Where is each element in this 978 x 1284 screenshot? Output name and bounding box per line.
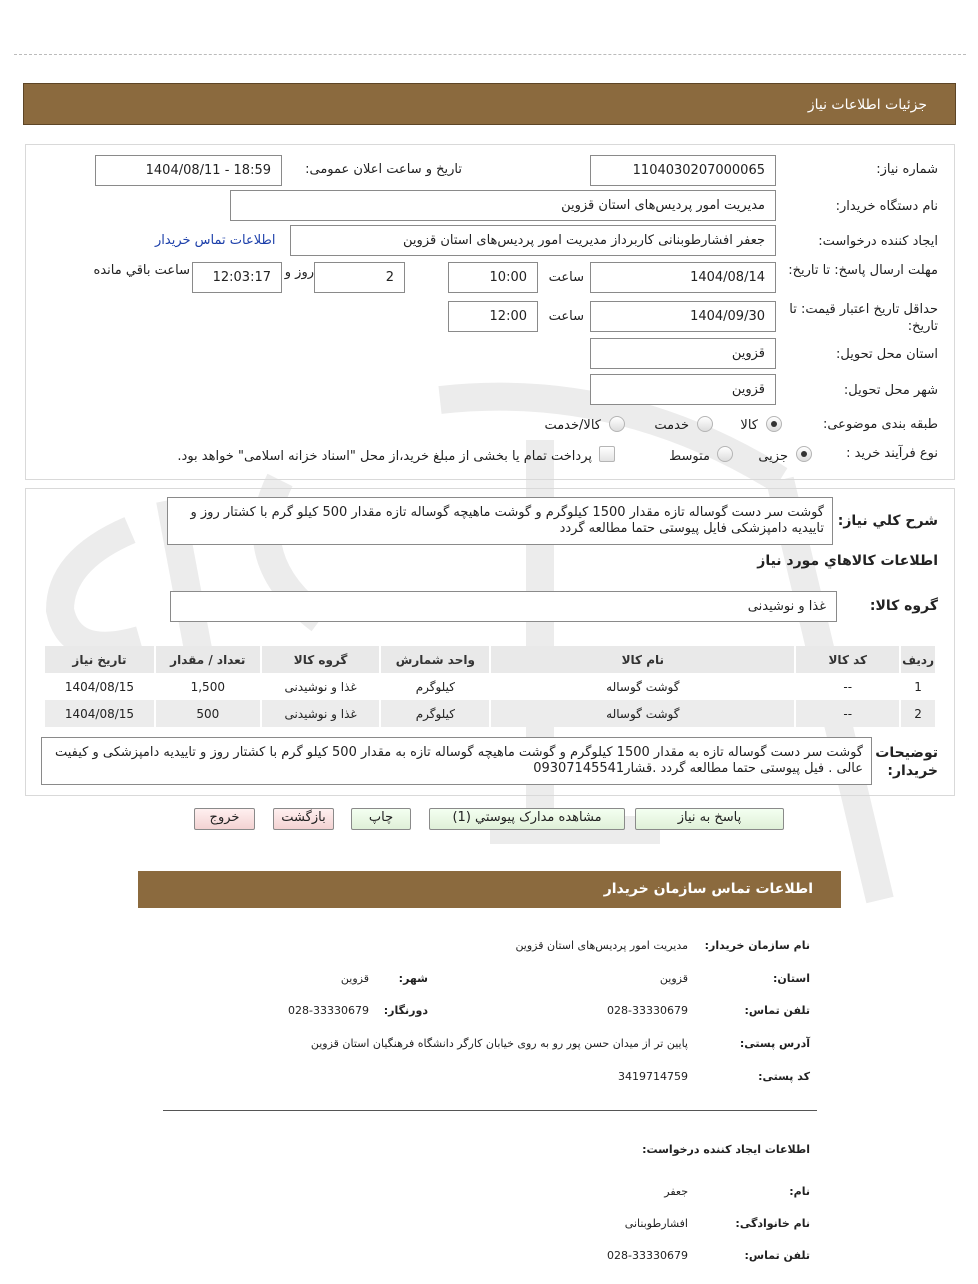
contact-address-value: پایین تر از میدان حسن پور رو به روی خیابان کارگر دانشگاه فرهنگیان استان قزوین bbox=[310, 1037, 688, 1050]
contact-phone-value: 028-33330679 bbox=[607, 1004, 688, 1017]
city-field: قزوین bbox=[590, 374, 776, 405]
treasury-checkbox[interactable] bbox=[599, 446, 615, 462]
purchase-option-medium: متوسط bbox=[669, 449, 710, 464]
exit-button[interactable]: خروج bbox=[194, 808, 255, 830]
goods-info-title: اطلاعات کالاهاي مورد نیاز bbox=[757, 553, 938, 569]
table-row bbox=[44, 700, 935, 727]
days-label: روز و bbox=[284, 265, 314, 280]
creator-info-title: اطلاعات ایجاد کننده درخواست: bbox=[642, 1143, 810, 1156]
col-date: تاریخ نیاز bbox=[44, 646, 155, 673]
validity-label: حداقل تاریخ اعتبار قیمت: تا تاریخ: bbox=[789, 302, 938, 334]
need-number-field: 1104030207000065 bbox=[590, 155, 776, 186]
contact-postal-value: 3419714759 bbox=[618, 1070, 688, 1083]
announce-field: 1404/08/11 - 18:59 bbox=[95, 155, 282, 186]
purchase-option-minor: جزیی bbox=[758, 449, 788, 464]
province-field: قزوین bbox=[590, 338, 776, 369]
col-qty: تعداد / مقدار bbox=[155, 646, 261, 673]
buyer-org-field: مدیریت امور پردیس‌های استان قزوین bbox=[230, 190, 776, 221]
contact-phone-label: تلفن تماس: bbox=[744, 1004, 810, 1017]
cell-date: 1404/08/15 bbox=[44, 673, 155, 700]
remaining-label: ساعت باقي مانده bbox=[93, 263, 190, 278]
creator-last-name-value: افشارطوبنانی bbox=[624, 1217, 688, 1230]
cell-name: گوشت گوساله bbox=[490, 673, 795, 700]
need-number-label: شماره نیاز: bbox=[876, 162, 938, 177]
cell-qty: 500 bbox=[155, 700, 261, 727]
contact-city-label: شهر: bbox=[398, 972, 428, 985]
category-label: طبقه بندی موضوعی: bbox=[822, 417, 938, 432]
summary-text: گوشت سر دست گوساله تازه مقدار 1500 کیلوگرم و گوشت ماهیچه گوساله تازه مقدار 500 کیلو گرم با کشتار روز و تاییدیه دامپزشکی فایل پیوستی حتما مطالعه گردد bbox=[167, 497, 833, 545]
purchase-radio-minor[interactable] bbox=[796, 446, 812, 462]
cell-qty: 1,500 bbox=[155, 673, 261, 700]
table-row bbox=[44, 673, 935, 700]
buyer-notes-text: گوشت سر دست گوساله تازه به مقدار 1500 کیلوگرم و گوشت ماهیچه گوساله تازه به مقدار 500 کیلو گرم با کشتار روز و تاییدیه دامپزشکی و کیفیت عالی . فیل پیوستی حتما مطالعه گردد .قشار09307145541 bbox=[41, 737, 872, 785]
summary-label: شرح کلي نیاز: bbox=[837, 513, 938, 529]
category-radio-goods[interactable] bbox=[766, 416, 782, 432]
cell-row: 1 bbox=[900, 673, 935, 700]
creator-phone-label: تلفن تماس: bbox=[744, 1249, 810, 1262]
deadline-time-field: 10:00 bbox=[448, 262, 538, 293]
cell-unit: کیلوگرم bbox=[380, 673, 490, 700]
category-option-service: خدمت bbox=[654, 418, 689, 433]
cell-date: 1404/08/15 bbox=[44, 700, 155, 727]
print-button[interactable]: چاپ bbox=[351, 808, 411, 830]
goods-group-field: غذا و نوشیدنی bbox=[170, 591, 837, 622]
cell-code: -- bbox=[795, 700, 900, 727]
view-documents-button[interactable]: مشاهده مدارک پیوستي (1) bbox=[429, 808, 625, 830]
validity-date-field: 1404/09/30 bbox=[590, 301, 776, 332]
col-row: ردیف bbox=[900, 646, 935, 673]
buyer-contact-link[interactable]: اطلاعات تماس خریدار bbox=[155, 233, 276, 248]
contact-province-value: قزوین bbox=[659, 972, 688, 985]
col-unit: واحد شمارش bbox=[380, 646, 490, 673]
announce-label: تاریخ و ساعت اعلان عمومی: bbox=[305, 162, 462, 177]
treasury-note: پرداخت تمام یا بخشی از مبلغ خرید،از محل "اسناد خزانه اسلامی" خواهد بود. bbox=[177, 449, 592, 464]
creator-first-name-label: نام: bbox=[789, 1185, 810, 1198]
creator-field: جعفر افشارطوبنانی کاربرداز مدیریت امور پردیس‌های استان قزوین bbox=[290, 225, 776, 256]
goods-group-label: گروه کالا: bbox=[869, 598, 938, 614]
remaining-time-field: 12:03:17 bbox=[192, 262, 282, 293]
creator-label: ایجاد کننده درخواست: bbox=[818, 234, 938, 249]
purchase-radio-medium[interactable] bbox=[717, 446, 733, 462]
province-label: استان محل تحویل: bbox=[836, 347, 938, 362]
deadline-date-field: 1404/08/14 bbox=[590, 262, 776, 293]
top-divider bbox=[14, 54, 966, 55]
goods-table bbox=[43, 646, 935, 727]
validity-time-field: 12:00 bbox=[448, 301, 538, 332]
contact-postal-label: کد پستی: bbox=[758, 1070, 810, 1083]
contact-address-label: آدرس پستی: bbox=[739, 1037, 810, 1050]
category-radio-service[interactable] bbox=[697, 416, 713, 432]
col-name: نام کالا bbox=[490, 646, 795, 673]
category-option-both: کالا/خدمت bbox=[544, 418, 601, 433]
cell-code: -- bbox=[795, 673, 900, 700]
creator-first-name-value: جعفر bbox=[664, 1185, 688, 1198]
purchase-type-label: نوع فرآیند خرید : bbox=[846, 446, 938, 461]
creator-last-name-label: نام خانوادگی: bbox=[735, 1217, 810, 1230]
validity-hour-label: ساعت bbox=[548, 309, 584, 324]
deadline-label: مهلت ارسال پاسخ: تا تاریخ: bbox=[788, 263, 938, 278]
category-radio-both[interactable] bbox=[609, 416, 625, 432]
contact-org-value: مدیریت امور پردیس‌های استان قزوین bbox=[515, 939, 688, 952]
back-button[interactable]: بازگشت bbox=[273, 808, 334, 830]
cell-row: 2 bbox=[900, 700, 935, 727]
buyer-notes-label: توضیحات خریدار: bbox=[875, 745, 938, 779]
contact-fax-label: دورنگار: bbox=[383, 1004, 428, 1017]
contact-fax-value: 028-33330679 bbox=[288, 1004, 369, 1017]
section-divider bbox=[163, 1110, 817, 1111]
col-group: گروه کالا bbox=[261, 646, 381, 673]
creator-phone-value: 028-33330679 bbox=[607, 1249, 688, 1262]
cell-name: گوشت گوساله bbox=[490, 700, 795, 727]
cell-group: غذا و نوشیدنی bbox=[261, 700, 381, 727]
col-code: کد کالا bbox=[795, 646, 900, 673]
cell-unit: کیلوگرم bbox=[380, 700, 490, 727]
reply-button[interactable]: پاسخ به نیاز bbox=[635, 808, 784, 830]
page-title: جزئیات اطلاعات نیاز bbox=[807, 97, 927, 113]
contact-section-header bbox=[138, 871, 841, 908]
city-label: شهر محل تحویل: bbox=[843, 383, 938, 398]
buyer-org-label: نام دستگاه خریدار: bbox=[835, 199, 938, 214]
deadline-hour-label: ساعت bbox=[548, 270, 584, 285]
contact-section-title: اطلاعات تماس سازمان خریدار bbox=[603, 881, 813, 897]
cell-group: غذا و نوشیدنی bbox=[261, 673, 381, 700]
category-option-goods: کالا bbox=[740, 418, 758, 433]
days-field: 2 bbox=[314, 262, 405, 293]
contact-province-label: استان: bbox=[773, 972, 810, 985]
contact-org-label: نام سازمان خریدار: bbox=[704, 939, 810, 952]
contact-city-value: قزوین bbox=[340, 972, 369, 985]
page-header bbox=[23, 83, 956, 125]
